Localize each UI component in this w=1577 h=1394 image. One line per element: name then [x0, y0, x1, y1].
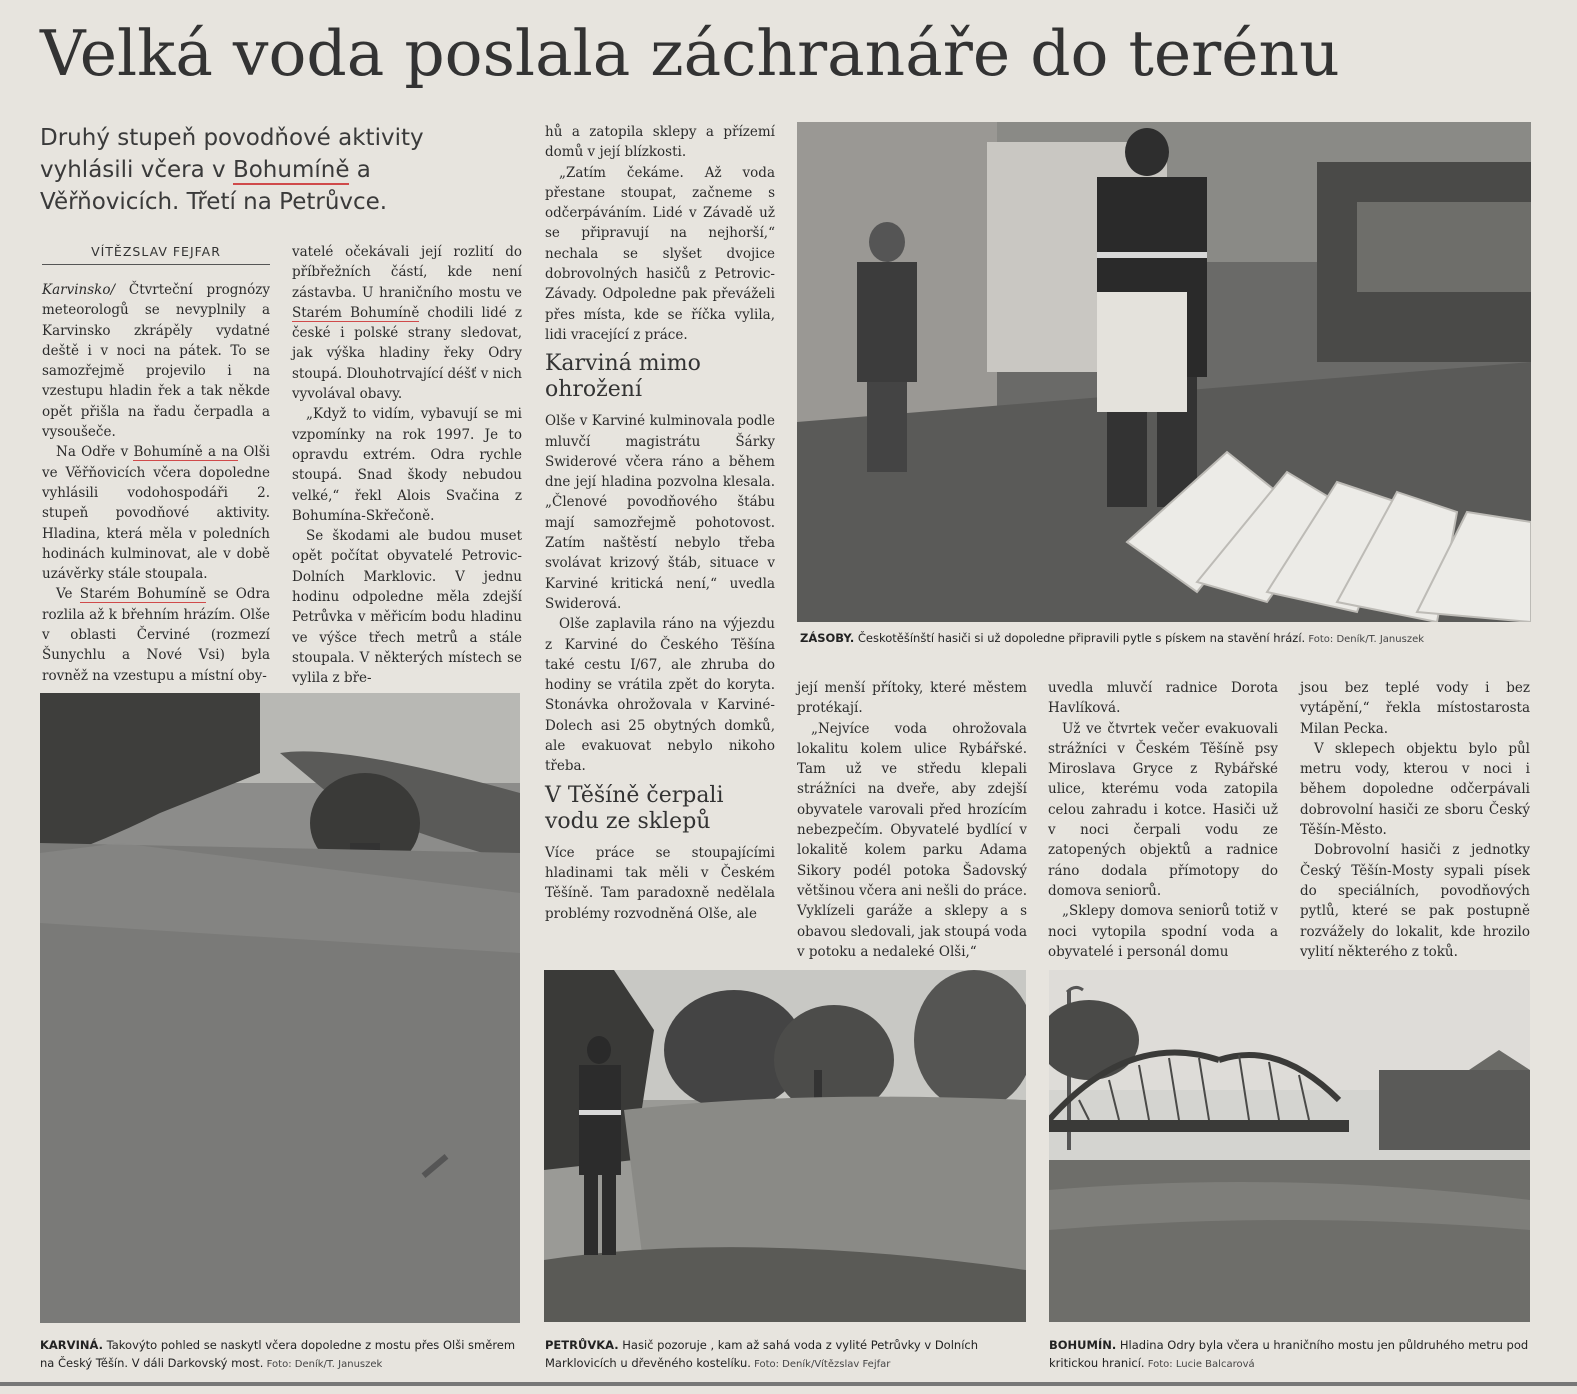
paragraph: „Když to vidím, vybavují se mi vzpomínky na rok 1997. Je to opravdu extrém. Odra rychle stoupá. Snad škody nebudou velké,“ řekl Alois Svačina z Bohumína-Skřečoně. — [292, 406, 522, 524]
lead-underlined-word: Bohumíně — [232, 157, 350, 183]
article-column-3 — [545, 122, 775, 924]
paragraph-text: chodili lidé z české i polské strany sledovat, jak výška hladiny řeky Odry stoupá. Dlouhotrvající déšť v nich vyvolával obavy. — [292, 304, 523, 403]
lead-paragraph — [40, 122, 460, 218]
caption-bohumin — [1049, 1336, 1534, 1374]
paragraph — [42, 280, 270, 442]
article-column-6 — [1300, 678, 1530, 962]
paragraph: Už ve čtvrtek večer evakuovali strážníci v Českém Těšíně psy Miroslava Gryce z Rybářské ulice, kterému voda zatopila celou zahradu i kotce. Hasiči už v noci čerpali vodu ze zatopených objektů a radnice ráno dodala přímotopy do domova seniorů. — [1048, 720, 1278, 899]
photo-firefighters-sandbags — [797, 122, 1531, 622]
paragraph: „Nejvíce voda ohrožovala lokalitu kolem ulice Rybářské. Tam už ve středu klepali strážníci na dveře, aby zdejší obyvatele varovali před hrozícím nebezpečím. Obyvatelé bydlící v lokalitě kolem parku Adama Sikory podél potoka Šadovský většinou včera ani nešli do práce. Vyklízeli garáže a sklepy a s obavou sledovali, jak stoupá voda v potoku a nedaleké Olši,“ — [797, 720, 1028, 960]
caption-label: KARVINÁ. — [40, 1338, 103, 1352]
paragraph: její menší přítoky, které městem protékají. — [797, 680, 1027, 717]
paragraph: V sklepech objektu bylo půl metru vody, kterou v noci i během dopoledne odčerpávali dobrovolní hasiči ze sboru Český Těšín-Město. — [1300, 740, 1530, 839]
underlined-text: Starém Bohumíně — [292, 304, 420, 321]
photo-karvina-river — [40, 693, 520, 1323]
lead-text-1: Druhý stupeň povodňové aktivity vyhlásili včera v — [40, 125, 424, 183]
photo-credit: Foto: Deník/T. Januszek — [263, 1359, 383, 1370]
article-column-1 — [42, 280, 270, 686]
caption-text: Českotěšínští hasiči si už dopoledne připravili pytle s pískem na stavění hrází. — [854, 631, 1306, 645]
paragraph-text: Na Odře v — [56, 444, 134, 461]
paragraph: „Zatím čekáme. Až voda přestane stoupat, začneme s odčerpáváním. Lidé v Závadě už se připravují na nejhorší,“ nechala se slyšet dvojice dobrovolných hasičů z Petrovic-Závady. Odpoledne pak převáželi přes místa, kde se říčka vylila, lidi vracející z práce. — [545, 164, 775, 343]
photo-credit: Foto: Deník/T. Januszek — [1305, 634, 1425, 645]
paragraph-text: Čtvrteční prognózy meteorologů se nevyplnily a Karvinsko zkrápěly vydatné deště i v noci na pátek. To se samozřejmě projevilo i na vzestupu hladin řek a tak někde opět přišla na řadu čerpadla a vysoušeče. — [42, 282, 270, 441]
paragraph: Olše v Karviné kulminovala podle mluvčí magistrátu Šárky Swiderové včera ráno a během dne její hladina pozvolna klesala. „Členové povodňového štábu mají samozřejmě pohotovost. Zatím naštěstí nebylo třeba svolávat krizový štáb, situace v Karviné kritická není,“ uvedla Swiderová. — [545, 413, 775, 612]
photo-petruvka-firefighter — [544, 970, 1026, 1322]
paragraph-text: Ve — [56, 586, 80, 603]
byline: VÍTĚZSLAV FEJFAR — [42, 244, 270, 265]
paragraph — [42, 442, 270, 584]
caption-label: BOHUMÍN. — [1049, 1338, 1117, 1352]
underlined-text: Bohumíně a na — [133, 444, 239, 461]
caption-zasoby — [800, 629, 1530, 649]
caption-text: Hasič pozoruje , kam až sahá voda z vylité Petrůvky v Dolních Marklovicích u dřevěného kostelíku. — [545, 1338, 978, 1370]
photo-credit: Foto: Lucie Balcarová — [1144, 1359, 1255, 1370]
paragraph-text: Olši ve Věřňovicích včera dopoledne vyhlásili vodohospodáři 2. stupeň povodňové aktivity. Hladina, která měla v poledních hodinách kulminovat, ale v době uzávěrky stále stoupala. — [42, 444, 270, 583]
paragraph: jsou bez teplé vody i bez vytápění,“ řekla místostarosta Milan Pecka. — [1300, 680, 1530, 737]
paragraph — [292, 242, 522, 404]
paragraph: Se škodami ale budou muset opět počítat obyvatelé Petrovic-Dolních Marklovic. V jednu hodinu odpoledne měla zdejší Petrůvka v měřicím bodu hladinu ve výšce třech metrů a stále stoupala. V některých místech se vylila z bře- — [292, 528, 522, 687]
caption-text: Takovýto pohled se naskytl včera dopoledne z mostu přes Olši směrem na Český Těšín. V dáli Darkovský most. — [40, 1338, 516, 1370]
photo-credit: Foto: Deník/Vítězslav Fejfar — [750, 1359, 891, 1370]
paragraph-text: vatelé očekávali její rozlití do příbřežních částí, kde není zástavba. U hraničního mostu ve — [292, 244, 522, 301]
paragraph: „Sklepy domova seniorů totiž v noci vytopila spodní voda a obyvatelé i personál domu — [1048, 903, 1278, 960]
bottom-rule — [0, 1382, 1577, 1386]
paragraph: Více práce se stoupajícími hladinami tak měli v Českém Těšíně. Tam paradoxně nedělala problémy rozvodněná Olše, ale — [545, 844, 775, 922]
caption-text: Hladina Odry byla včera u hraničního mostu jen půldruhého metru pod kritickou hranicí. — [1049, 1338, 1529, 1370]
headline: Velká voda poslala záchranáře do terénu — [40, 17, 1340, 90]
caption-petruvka — [545, 1336, 1030, 1374]
paragraph: Olše zaplavila ráno na výjezdu z Karviné do Českého Těšína také cestu I/67, ale zhruba do hodiny se vrátila zpět do koryta. Stonávka ohrožovala v Karviné-Dolech asi 25 obytných domků, ale evakuovat nebylo nikoho třeba. — [545, 616, 775, 775]
article-column-5 — [1048, 678, 1278, 962]
paragraph: hů a zatopila sklepy a přízemí domů v její blízkosti. — [545, 124, 775, 161]
article-column-4 — [797, 678, 1027, 962]
dateline: Karvinsko/ — [42, 282, 116, 298]
article-column-2 — [292, 242, 522, 689]
lead-text-2: a Věřňovicích. Třetí na Petrůvce. — [40, 157, 388, 215]
subheading-tesin: V Těšíně čerpali vodu ze sklepů — [545, 782, 724, 834]
photo-bohumin-bridge — [1049, 970, 1530, 1322]
underlined-text: Starém Bohumíně — [79, 586, 207, 603]
caption-label: PETRŮVKA. — [545, 1338, 619, 1352]
caption-karvina — [40, 1336, 525, 1374]
subheading-karvina: Karviná mimo ohrožení — [545, 351, 701, 403]
paragraph: Dobrovolní hasiči z jednotky Český Těšín-Mosty sypali písek do speciálních, povodňových pytlů, které se pak postupně rozvážely do lokalit, kde hrozilo vylití některého z toků. — [1300, 842, 1530, 960]
caption-label: ZÁSOBY. — [800, 631, 855, 645]
paragraph: uvedla mluvčí radnice Dorota Havlíková. — [1048, 680, 1278, 717]
paragraph — [42, 584, 270, 685]
paragraph-text: se Odra rozlila až k břehním hrázím. Olše v oblasti Červiné (rozmezí Šunychlu a Nové Vsi) byla rovněž na vzestupu a místní oby- — [42, 586, 271, 684]
